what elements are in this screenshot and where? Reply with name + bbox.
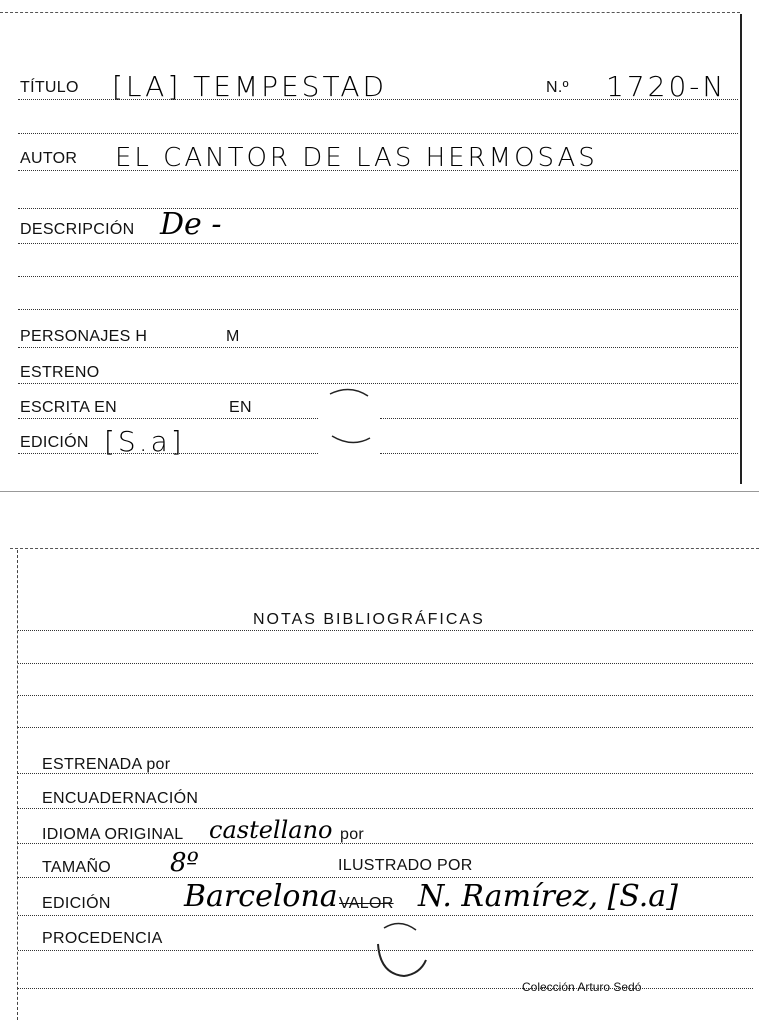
rule-encuadernacion bbox=[18, 808, 753, 809]
edicion-back-value: Barcelona bbox=[184, 879, 338, 914]
card-bottom-edge bbox=[0, 491, 759, 492]
rule-edicion-back bbox=[18, 915, 753, 916]
idioma-por-label: por bbox=[340, 826, 365, 843]
rule-back-1 bbox=[18, 630, 753, 631]
rule-estreno bbox=[18, 383, 738, 384]
catalog-card-front bbox=[0, 0, 759, 495]
card-back-top-edge bbox=[10, 548, 759, 549]
rule-blank-3 bbox=[18, 276, 738, 277]
tamano-label: TAMAÑO bbox=[42, 859, 112, 876]
numero-value: 1720-N bbox=[606, 70, 727, 103]
titulo-label: TÍTULO bbox=[20, 79, 79, 96]
rule-back-3 bbox=[18, 695, 753, 696]
rule-descripcion bbox=[18, 243, 738, 244]
valor-value: N. Ramírez, [S.a] bbox=[418, 879, 678, 914]
catalog-card-back bbox=[0, 540, 759, 1028]
edicion-label: EDICIÓN bbox=[20, 434, 89, 451]
notas-heading: NOTAS BIBLIOGRÁFICAS bbox=[253, 611, 485, 628]
card-top-edge bbox=[0, 12, 740, 13]
valor-label: VALOR bbox=[339, 895, 394, 912]
descripcion-value: De - bbox=[160, 207, 222, 242]
autor-label: AUTOR bbox=[20, 150, 78, 167]
rule-back-4 bbox=[18, 727, 753, 728]
punch-hole-mark bbox=[320, 386, 380, 446]
descripcion-label: DESCRIPCIÓN bbox=[20, 221, 135, 238]
numero-label: N.º bbox=[546, 79, 569, 96]
rule-blank-2 bbox=[18, 208, 738, 209]
estrenada-label: ESTRENADA por bbox=[42, 756, 171, 773]
ilustrado-label: ILUSTRADO POR bbox=[338, 857, 473, 874]
rule-back-2 bbox=[18, 663, 753, 664]
en-label: EN bbox=[229, 399, 252, 416]
rule-blank-4 bbox=[18, 309, 738, 310]
rule-escrita-right bbox=[380, 418, 738, 419]
rule-back-bottom bbox=[18, 988, 753, 989]
rule-estrenada bbox=[18, 773, 753, 774]
procedencia-label: PROCEDENCIA bbox=[42, 930, 163, 947]
rule-escrita-left bbox=[18, 418, 318, 419]
idioma-label: IDIOMA ORIGINAL bbox=[42, 826, 184, 843]
personajes-label: PERSONAJES H bbox=[20, 328, 148, 345]
rule-edicion-right bbox=[380, 453, 738, 454]
tamano-value: 8º bbox=[170, 848, 199, 878]
card-right-edge bbox=[740, 14, 742, 484]
autor-value: EL CANTOR DE LAS HERMOSAS bbox=[115, 143, 598, 173]
collection-credit: Colección Arturo Sedó bbox=[522, 980, 642, 994]
punch-hole-mark-back bbox=[370, 922, 430, 982]
personajes-m-label: M bbox=[226, 328, 240, 345]
idioma-value: castellano bbox=[209, 816, 333, 844]
escrita-label: ESCRITA EN bbox=[20, 399, 117, 416]
rule-blank-1 bbox=[18, 133, 738, 134]
rule-idioma bbox=[18, 843, 753, 844]
encuadernacion-label: ENCUADERNACIÓN bbox=[42, 790, 199, 807]
rule-personajes bbox=[18, 347, 738, 348]
estreno-label: ESTRENO bbox=[20, 364, 100, 381]
titulo-value: [LA] TEMPESTAD bbox=[112, 70, 388, 103]
rule-tamano bbox=[18, 877, 753, 878]
edicion-back-label: EDICIÓN bbox=[42, 895, 111, 912]
edicion-value: [S.a] bbox=[104, 425, 185, 458]
